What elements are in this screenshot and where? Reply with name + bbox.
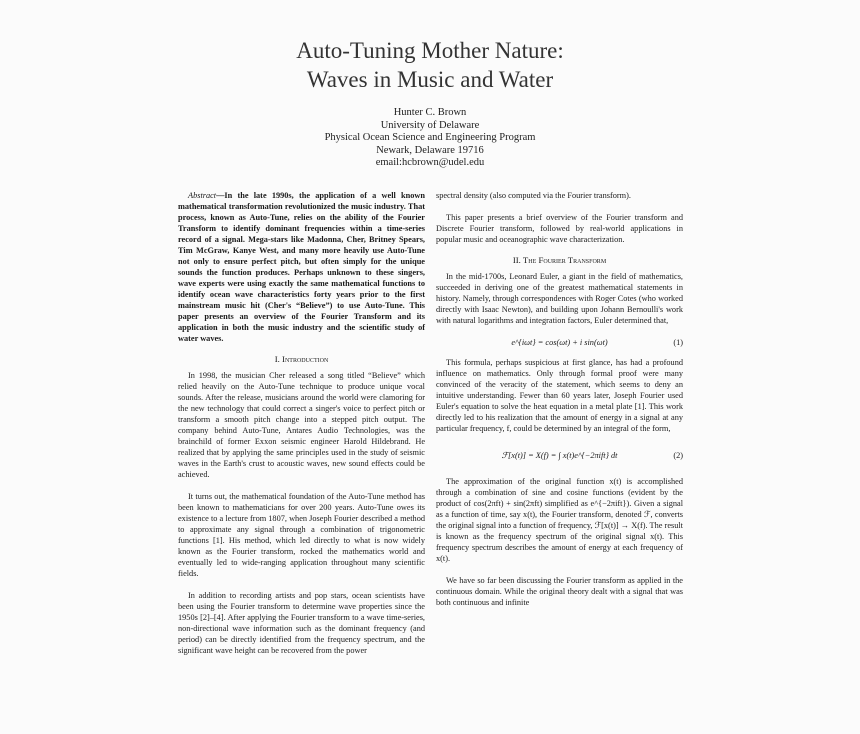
author-name: Hunter C. Brown: [393, 107, 467, 118]
fourier-paragraph-3: The approximation of the original function x(t) is accomplished through a combination of sine and cosine functions (evident by the product of cos(2πft) + sin(2πft) simplified as e^{−2πift}). Given a signal as a function of time, say x(t), the Fourier transform, denoted ℱ, converts the original signal into a function of frequency, ℱ[x(t)] → X(f). The result is known as the frequency spectrum of the original signal x(t). This frequency spectrum describes the amount of energy at each frequency of x(t).: [436, 477, 683, 563]
equation-1-body: e^{iωt} = cos(ωt) + i sin(ωt): [511, 338, 608, 347]
author-affiliation: University of Delaware: [380, 119, 480, 131]
left-column: [178, 190, 425, 656]
overview-paragraph: This paper presents a brief overview of the Fourier transform and Discrete Fourier transform, followed by real-world applications in popular music and oceanographic wave characterization.: [436, 213, 683, 244]
equation-2-body: ℱ[x(t)] = X(f) = ∫ x(t)e^{−2πift} dt: [501, 451, 618, 460]
abstract: [178, 190, 425, 344]
abstract-text: —In the late 1990s, the application of a well known mathematical transformation revolutionized the music industry. That process, known as Auto-Tune, relies on the ability of the Fourier Transform to identify dominant frequencies within a time-series record of a signal. Mega-stars like Madonna, Cher, Britney Spears, Tim McGraw, Kanye West, and many more heavily use Auto-Tune not only to ensure perfect pitch, but often simply for the unique sounds the function produces. Perhaps unknown to these singers, wave experts were using exactly the same mathematical functions to identify ocean wave characteristics forty years prior to the first mainstream music hit (Cher's “Believe”) to use Auto-Tune. This paper presents an overview of the Fourier Transform and its application in both the music industry and the scientific study of water waves.: [178, 191, 425, 343]
section-heading-introduction: I. Introduction: [274, 354, 329, 364]
author-block: [0, 107, 860, 170]
abstract-label: Abstract: [188, 191, 217, 200]
equation-1: [436, 337, 683, 348]
author-department: Physical Ocean Science and Engineering Program: [324, 132, 536, 144]
fourier-paragraph-4: We have so far been discussing the Fourier transform as applied in the continuous domain. While the original theory dealt with a signal that was both continuous and infinite: [436, 576, 683, 607]
fourier-paragraph-1: In the mid-1700s, Leonard Euler, a giant in the field of mathematics, succeeded in deriving one of the greatest mathematical statements in history. Namely, through correspondences with Roger Cotes (who worked directly with Isaac Newton), and building upon Johann Bernoulli's work with natural logarithms and integration factors, Euler determined that,: [436, 272, 683, 325]
title-line-1: Auto-Tuning Mother Nature:: [296, 38, 564, 63]
paper-title: [0, 36, 860, 94]
continued-paragraph: spectral density (also computed via the Fourier transform).: [436, 191, 631, 200]
title-line-2: Waves in Music and Water: [306, 67, 554, 92]
intro-paragraph-1: In 1998, the musician Cher released a song titled “Believe” which relied heavily on the Auto-Tune technique to produce unique vocal sounds. After the release, musicians around the world were clamoring for the new technology that could correct a singer's voice to perfect pitch or transform a smooth pitch change into a stepped pitch output. The company behind Auto-Tune, Antares Audio Technologies, was the brainchild of former Exxon seismic engineer Harold Hildebrand. He realized that by applying the same principles used in the study of seismic waves in the Earth's crust to acoustic waves, new sound effects could be achieved.: [178, 371, 425, 479]
equation-1-number: (1): [673, 338, 683, 347]
fourier-paragraph-2: This formula, perhaps suspicious at first glance, has had a profound influence on mathematics. Only through formal proof were many convinced of the veracity of the statement, which seems to deny an intuitive understanding. Fewer than 60 years later, Joseph Fourier used Euler's equation to solve the heat equation in a metal plate [1]. This work directly led to his realization that the amount of energy in a signal at any particular frequency, f, could be determined by an integral of the form,: [436, 358, 683, 433]
intro-paragraph-2: It turns out, the mathematical foundation of the Auto-Tune method has been known to mathematicians for over 200 years. Auto-Tune owes its existence to a lecture from 1807, when Joseph Fourier described a method to approximate any signal through a combination of trigonometric functions [1]. His method, which led directly to what is now widely known as the Fourier transform, rocked the mathematics world and eventually led to wide-ranging application throughout many scientific fields.: [178, 492, 425, 578]
section-heading-fourier: II. The Fourier Transform: [512, 255, 607, 265]
intro-paragraph-3: In addition to recording artists and pop stars, ocean scientists have been using the Fourier transform to determine wave properties since the 1950s [2]–[4]. After applying the Fourier transform to a wave time-series, non-directional wave information such as the dominant frequency (and period) can be directly identified from the frequency spectrum, and the significant wave height can be recovered from the power: [178, 591, 425, 655]
equation-2-number: (2): [673, 451, 683, 460]
right-column: [436, 190, 683, 608]
equation-2: [436, 450, 683, 461]
author-address: Newark, Delaware 19716: [376, 144, 484, 156]
author-email: email:hcbrown@udel.edu: [375, 157, 485, 169]
